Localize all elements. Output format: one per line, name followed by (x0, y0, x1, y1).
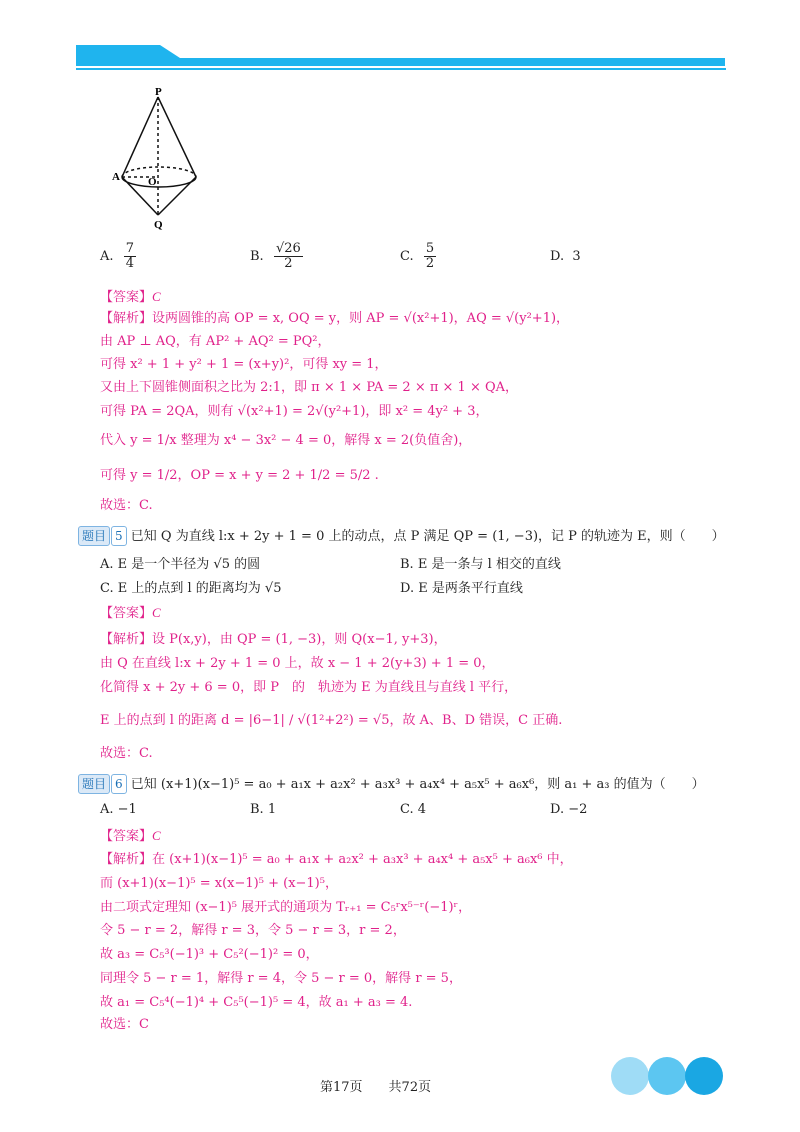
q6-analysis-line: 同理令 5 − r = 1，解得 r = 4，令 5 − r = 0，解得 r = 5， (100, 971, 462, 986)
double-cone-figure (108, 85, 218, 230)
q4-analysis-line: 代入 y = 1/x 整理为 x⁴ − 3x² − 4 = 0，解得 x = 2(负值舍)， (100, 433, 472, 448)
q6-analysis-line: 而 (x+1)(x−1)⁵ = x(x−1)⁵ + (x−1)⁵， (100, 876, 338, 891)
page-number: 第17页 共72页 (320, 1080, 432, 1095)
q4-analysis-line: 故选：C. (100, 498, 153, 513)
label-q: Q (154, 219, 163, 230)
q6-answer: 【答案】C (100, 828, 161, 844)
label-p: P (155, 86, 162, 98)
q6-tag: 题目 (78, 774, 110, 794)
q5-analysis-line: 化简得 x + 2y + 6 = 0，即 P 的 轨迹为 E 为直线且与直线 l 平行， (100, 680, 518, 695)
q5-option-a: A. E 是一个半径为 √5 的圆 (100, 557, 261, 572)
q5-option-b: B. E 是一条与 l 相交的直线 (400, 557, 561, 572)
label-o: O (148, 176, 157, 188)
q6-analysis-line: 由二项式定理知 (x−1)⁵ 展开式的通项为 Tᵣ₊₁ = C₅ʳx⁵⁻ʳ(−1)ʳ， (100, 900, 472, 915)
q4-analysis-line: 可得 y = 1/2，OP = x + y = 2 + 1/2 = 5/2 . (100, 468, 379, 483)
q6-option-b: B. 1 (250, 802, 277, 817)
q6-analysis-line: 【解析】在 (x+1)(x−1)⁵ = a₀ + a₁x + a₂x² + a₃x³ + a₄x⁴ + a₅x⁵ + a₆x⁶ 中， (100, 852, 573, 867)
q4-option-d: D. 3 (550, 249, 581, 264)
q6-analysis-line: 令 5 − r = 2，解得 r = 3，令 5 − r = 3，r = 2， (100, 923, 406, 938)
q4-analysis-line: 可得 PA = 2QA，则有 √(x²+1) = 2√(y²+1)，即 x² = 4y² + 3， (100, 404, 489, 419)
q4-analysis-line: 由 AP ⊥ AQ，有 AP² + AQ² = PQ²， (100, 334, 331, 349)
q6-option-d: D. −2 (550, 802, 588, 817)
q4-option-a: A. $\frac{7}{4}$ (100, 241, 135, 271)
q6-option-a: A. −1 (100, 802, 137, 817)
q5-tag: 题目 (78, 526, 110, 546)
q6-analysis-line: 故 a₃ = C₅³(−1)³ + C₅²(−1)² = 0， (100, 947, 319, 962)
q6-stem: 题目 6 已知 (x+1)(x−1)⁵ = a₀ + a₁x + a₂x² + a₃x³ + a₄x⁴ + a₅x⁵ + a₆x⁶，则 a₁ + a₃ 的值为（ ） (78, 774, 705, 794)
header-banner (0, 0, 800, 80)
q4-analysis-line: 【解析】设两圆锥的高 OP = x, OQ = y，则 AP = √(x²+1)，AQ = √(y²+1)， (100, 311, 570, 326)
q4-analysis-line: 又由上下圆锥侧面积之比为 2:1，即 π × 1 × PA = 2 × π × 1 × QA， (100, 380, 519, 395)
q5-analysis-line: 【解析】设 P(x,y)，由 QP = (1, −3)，则 Q(x−1, y+3)， (100, 632, 447, 647)
q6-option-c: C. 4 (400, 802, 427, 817)
q4-option-b: B. $\frac{√26}{2}$ (250, 241, 301, 271)
q5-option-c: C. E 上的点到 l 的距离均为 √5 (100, 581, 282, 596)
q5-analysis-line: 由 Q 在直线 l:x + 2y + 1 = 0 上，故 x − 1 + 2(y+3) + 1 = 0， (100, 656, 495, 671)
q6-analysis-line: 故 a₁ = C₅⁴(−1)⁴ + C₅⁵(−1)⁵ = 4，故 a₁ + a₃ = 4. (100, 995, 413, 1010)
q5-analysis-line: E 上的点到 l 的距离 d = |6−1| / √(1²+2²) = √5，故 A、B、D 错误，C 正确. (100, 713, 563, 728)
q5-number: 5 (111, 526, 127, 546)
q4-analysis-line: 可得 x² + 1 + y² + 1 = (x+y)²，可得 xy = 1， (100, 357, 388, 372)
q6-analysis-line: 故选：C (100, 1017, 149, 1032)
q5-stem: 题目 5 已知 Q 为直线 l:x + 2y + 1 = 0 上的动点，点 P 满足 QP = (1, −3)，记 P 的轨迹为 E，则（ ） (78, 526, 725, 546)
q5-analysis-line: 故选：C. (100, 746, 153, 761)
q4-answer: 【答案】C (100, 289, 161, 305)
q5-answer: 【答案】C (100, 605, 161, 621)
q6-number: 6 (111, 774, 127, 794)
label-a: A (112, 171, 120, 183)
footer-circles-decoration (608, 1055, 733, 1097)
q4-option-c: C. $\frac{5}{2}$ (400, 241, 435, 271)
q5-option-d: D. E 是两条平行直线 (400, 581, 523, 596)
